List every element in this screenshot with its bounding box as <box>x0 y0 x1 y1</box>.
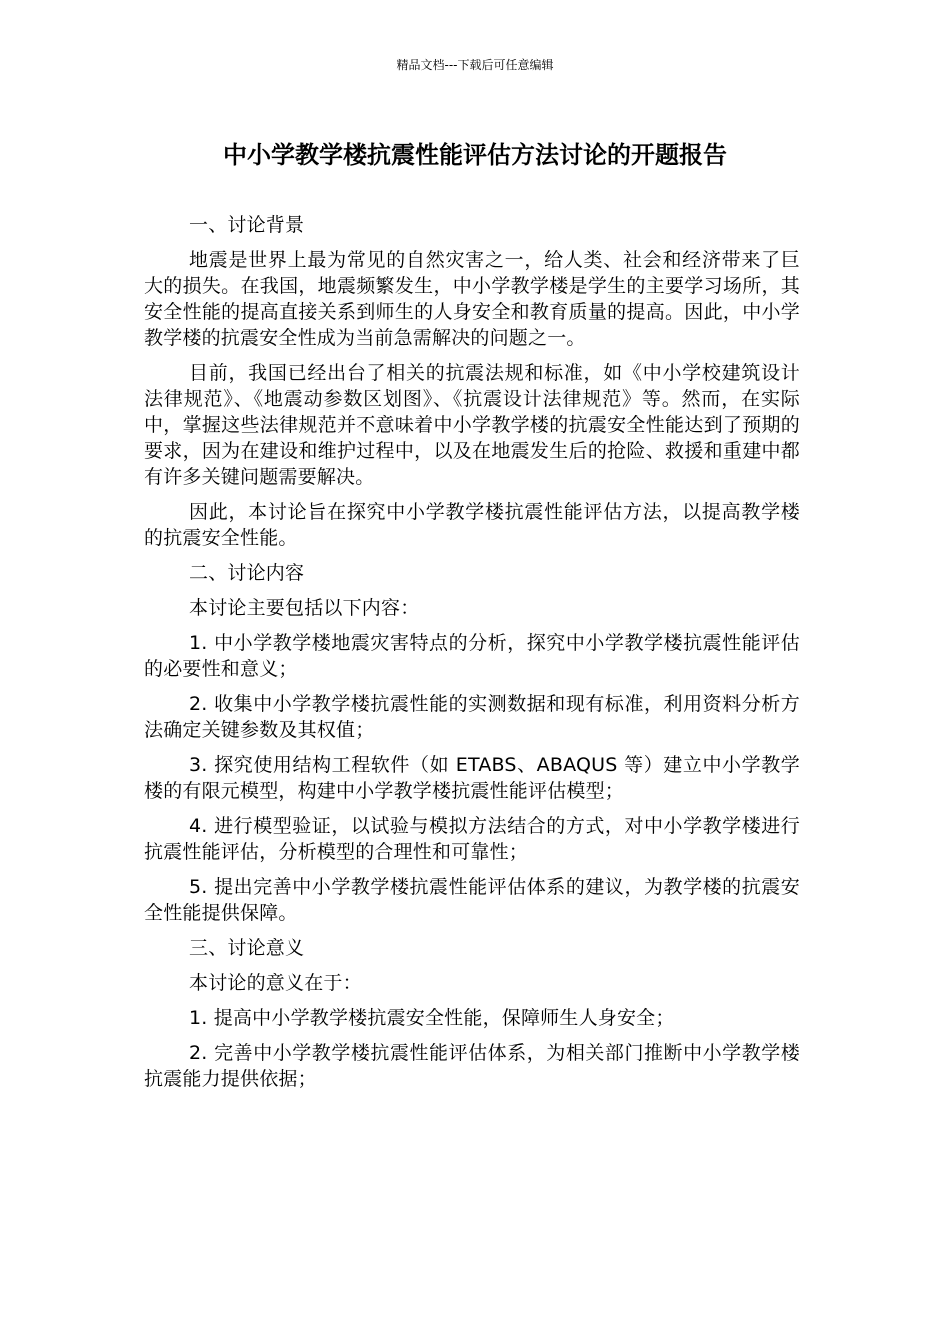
list-item: 4. 进行模型验证，以试验与模拟方法结合的方式，对中小学教学楼进行抗震性能评估，分析模型的合理性和可靠性； <box>144 815 800 863</box>
paragraph: 本讨论的意义在于： <box>189 972 362 994</box>
list-item: 2. 完善中小学教学楼抗震性能评估体系，为相关部门推断中小学教学楼抗震能力提供依据； <box>144 1042 800 1090</box>
paragraph: 目前，我国已经出台了相关的抗震法规和标准，如《中小学校建筑设计法律规范》、《地震动参数区划图》、《抗震设计法律规范》等。然而，在实际中，掌握这些法律规范并不意味着中小学教学楼的抗震安全性能达到了预期的要求，因为在建设和维护过程中，以及在地震发生后的抢险、救援和重建中都有许多关键问题需要解决。 <box>144 362 800 488</box>
list-item: 1. 中小学教学楼地震灾害特点的分析，探究中小学教学楼抗震性能评估的必要性和意义； <box>144 632 800 680</box>
paragraph: 地震是世界上最为常见的自然灾害之一，给人类、社会和经济带来了巨大的损失。在我国，地震频繁发生，中小学教学楼是学生的主要学习场所，其安全性能的提高直接关系到师生的人身安全和教育质量的提高。因此，中小学教学楼的抗震安全性成为当前急需解决的问题之一。 <box>144 249 800 349</box>
list-item: 1. 提高中小学教学楼抗震安全性能，保障师生人身安全； <box>189 1007 675 1029</box>
list-item: 3. 探究使用结构工程软件（如 ETABS、ABAQUS 等）建立中小学教学楼的有限元模型，构建中小学教学楼抗震性能评估模型； <box>144 754 800 802</box>
section-heading-background: 一、讨论背景 <box>189 214 305 236</box>
document-title: 中小学教学楼抗震性能评估方法讨论的开题报告 <box>223 141 727 169</box>
section-heading-significance: 三、讨论意义 <box>189 937 305 959</box>
paragraph: 本讨论主要包括以下内容： <box>189 597 420 619</box>
section-heading-content: 二、讨论内容 <box>189 562 305 584</box>
paragraph: 因此，本讨论旨在探究中小学教学楼抗震性能评估方法，以提高教学楼的抗震安全性能。 <box>144 501 800 549</box>
header-note: 精品文档---下载后可任意编辑 <box>396 58 554 72</box>
list-item: 2. 收集中小学教学楼抗震性能的实测数据和现有标准，利用资料分析方法确定关键参数及其权值； <box>144 693 800 741</box>
list-item: 5. 提出完善中小学教学楼抗震性能评估体系的建议，为教学楼的抗震安全性能提供保障。 <box>144 876 800 924</box>
document-body <box>144 212 800 1101</box>
